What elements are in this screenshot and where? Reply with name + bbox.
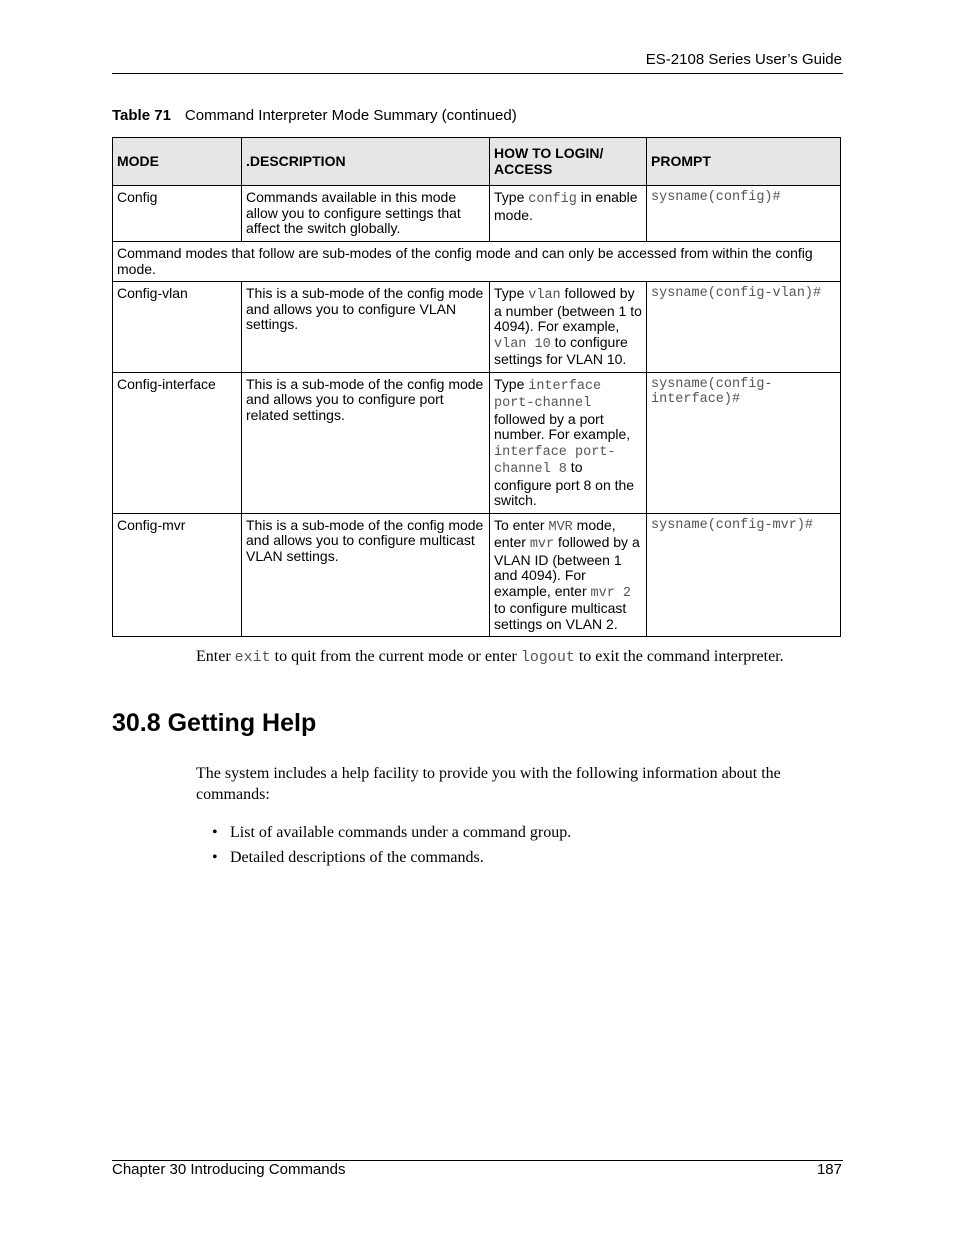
list-item [212,824,571,849]
mode-cell: Config-mvr [113,513,242,637]
header-prompt: PROMPT [647,138,841,186]
inline-text: to configure port 8 on the switch. [494,459,635,508]
exit-instructions-paragraph [196,648,846,666]
table-caption-label: Table 71 [112,107,171,124]
table-row [113,513,841,637]
inline-text: To enter [494,516,549,533]
description-cell: Commands available in this mode allow you to configure settings that affect the switch globally. [242,186,490,242]
description-cell: This is a sub-mode of the config mode and allows you to configure multicast VLAN settings. [242,513,490,637]
inline-command: interface port-channel 8 [494,444,616,477]
description-cell: This is a sub-mode of the config mode and allows you to configure port related settings. [242,372,490,513]
inline-command: vlan 10 [494,336,551,352]
table-row [113,282,841,373]
command-mode-table [112,137,841,637]
table-row [113,372,841,513]
exit-text-before: Enter [196,648,235,665]
list-item-text: Detailed descriptions of the commands. [230,849,484,866]
list-item [212,849,571,874]
inline-text: followed by a port number. For example, [494,410,631,442]
header-mode: MODE [113,138,242,186]
inline-text: to configure settings for VLAN 10. [494,333,628,367]
inline-text: followed by a VLAN ID (between 1 and 4094). For example, enter [494,534,640,599]
access-cell [490,282,647,373]
table-header-row [113,138,841,186]
prompt-cell: sysname(config-mvr)# [647,513,841,637]
table-caption [112,107,517,124]
help-bullet-list [212,824,571,874]
inline-command: mvr 2 [590,585,632,601]
submode-note-cell: Command modes that follow are sub-modes of the config mode and can only be accessed from within the config mode. [113,242,841,282]
inline-text: in enable mode. [494,189,638,223]
help-intro-paragraph: The system includes a help facility to provide you with the following information about the commands: [196,765,781,803]
inline-text: mode, enter [494,516,616,550]
exit-command: exit [234,649,271,666]
table-row-note [113,242,841,282]
inline-command: vlan [528,288,561,303]
logout-command: logout [520,649,575,666]
section-heading: 30.8 Getting Help [112,709,317,737]
exit-text-after: to exit the command interpreter. [574,648,784,665]
exit-text-middle: to quit from the current mode or enter [270,648,521,665]
inline-text: Type [494,189,529,205]
page-number: 187 [816,1161,842,1178]
prompt-cell: sysname(config)# [647,186,841,242]
prompt-cell: sysname(config-interface)# [647,372,841,513]
mode-cell: Config [113,186,242,242]
inline-command: MVR [548,519,573,535]
inline-text: to configure multicast settings on VLAN 2. [494,600,627,632]
inline-text: Type [494,285,529,301]
footer-chapter: Chapter 30 Introducing Commands [112,1161,346,1178]
inline-text: Type [494,375,529,392]
bullet-marker: • [212,849,218,866]
inline-command: mvr [529,537,555,552]
table-row [113,186,841,242]
mode-cell: Config-interface [113,372,242,513]
access-cell [490,372,647,513]
running-header-title: ES-2108 Series User’s Guide [645,51,842,68]
inline-command: config [528,192,577,207]
prompt-cell: sysname(config-vlan)# [647,282,841,373]
header-access: HOW TO LOGIN/ ACCESS [490,138,647,186]
table-caption-text: Command Interpreter Mode Summary (continued) [184,107,517,124]
mode-cell: Config-vlan [113,282,242,373]
inline-text: followed by a number (between 1 to 4094). For example, [494,285,642,334]
header-divider [112,73,843,74]
access-cell [490,513,647,637]
inline-command: interface port-channel [494,378,602,411]
bullet-marker: • [212,824,218,841]
description-cell: This is a sub-mode of the config mode and allows you to configure VLAN settings. [242,282,490,373]
list-item-text: List of available commands under a command group. [230,824,572,841]
header-description: .DESCRIPTION [242,138,490,186]
access-cell [490,186,647,242]
